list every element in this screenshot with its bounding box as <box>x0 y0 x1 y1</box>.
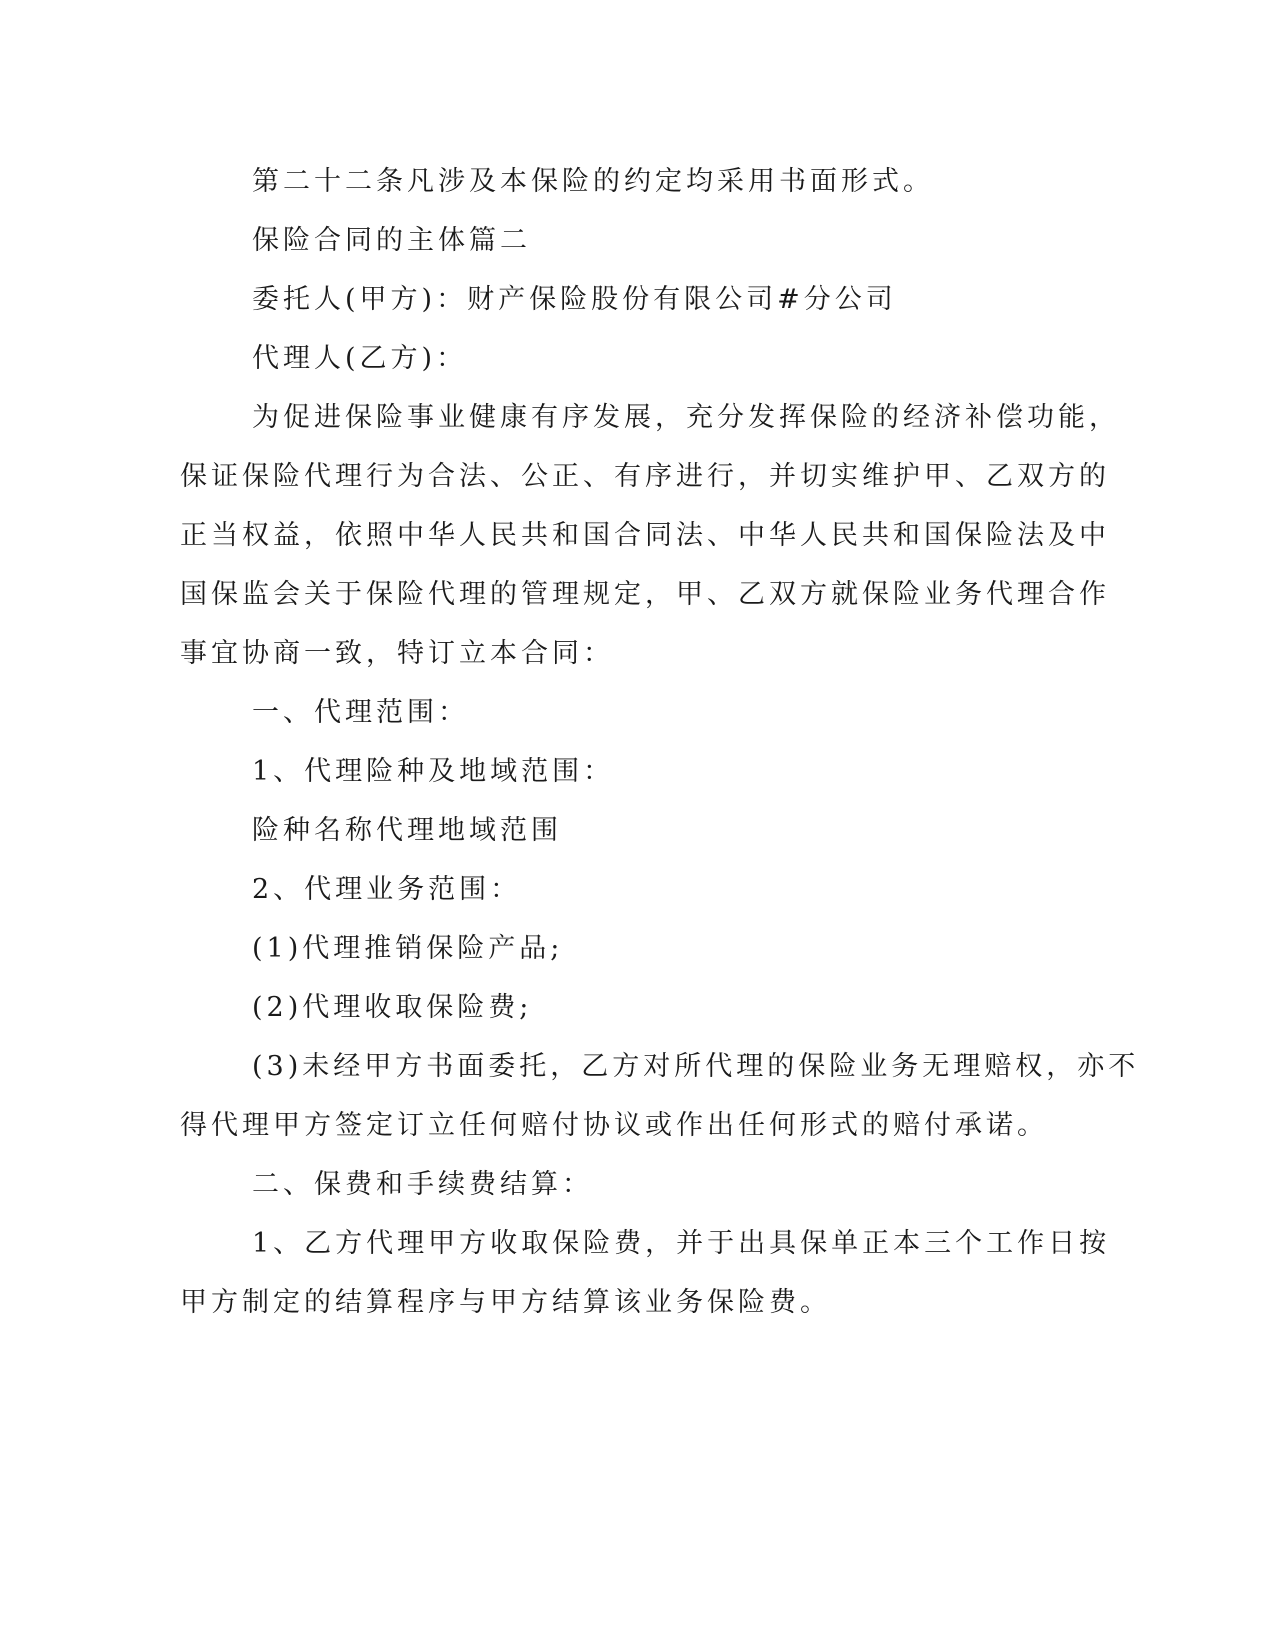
heading-premium-settlement: 二、保费和手续费结算： <box>252 1169 593 1200</box>
sub-item-3-line-1: (3)未经甲方书面委托，乙方对所代理的保险业务无理赔权，亦不 <box>252 1051 1140 1082</box>
item-insurance-types-region: 1、代理险种及地域范围： <box>252 756 615 787</box>
section-title: 保险合同的主体篇二 <box>252 225 531 256</box>
principal-party-line: 委托人(甲方)：财产保险股份有限公司#分公司 <box>252 284 897 315</box>
preamble-line-4: 国保监会关于保险代理的管理规定，甲、乙双方就保险业务代理合作 <box>180 579 1110 610</box>
preamble-line-3: 正当权益，依照中华人民共和国合同法、中华人民共和国保险法及中 <box>180 520 1110 551</box>
sub-item-2: (2)代理收取保险费; <box>252 992 533 1023</box>
settlement-item-1-line-2: 甲方制定的结算程序与甲方结算该业务保险费。 <box>180 1287 831 1318</box>
article-22-text: 第二十二条凡涉及本保险的约定均采用书面形式。 <box>252 166 934 197</box>
preamble-line-2: 保证保险代理行为合法、公正、有序进行，并切实维护甲、乙双方的 <box>180 461 1110 492</box>
preamble-line-5: 事宜协商一致，特订立本合同： <box>180 638 614 669</box>
preamble-line-1: 为促进保险事业健康有序发展，充分发挥保险的经济补偿功能， <box>252 402 1120 433</box>
agent-party-line: 代理人(乙方)： <box>252 343 468 374</box>
sub-item-1: (1)代理推销保险产品; <box>252 933 564 964</box>
table-header-text: 险种名称代理地域范围 <box>252 815 562 846</box>
settlement-item-1-line-1: 1、乙方代理甲方收取保险费，并于出具保单正本三个工作日按 <box>252 1228 1111 1259</box>
heading-agency-scope: 一、代理范围： <box>252 697 469 728</box>
sub-item-3-line-2: 得代理甲方签定订立任何赔付协议或作出任何形式的赔付承诺。 <box>180 1110 1048 1141</box>
item-business-scope: 2、代理业务范围： <box>252 874 522 905</box>
